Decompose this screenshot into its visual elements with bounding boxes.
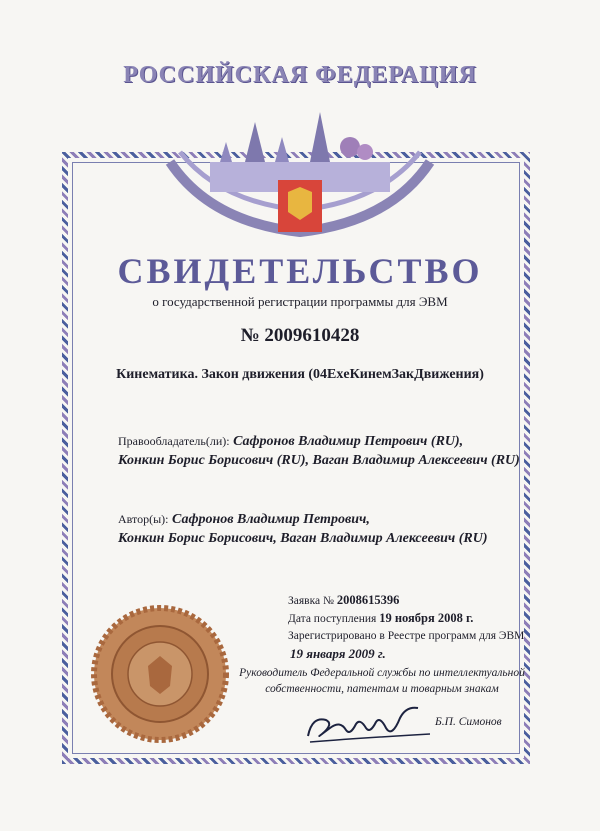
official-seal-icon — [90, 604, 230, 744]
received-date-value: 19 ноября 2008 г. — [379, 611, 474, 625]
authors-block — [118, 510, 488, 548]
holders-line-2: Конкин Борис Борисович (RU), Ваган Владимир Алексеевич (RU) — [118, 453, 520, 468]
registered-label: Зарегистрировано в Реестре программ для ЭВМ — [288, 630, 525, 642]
application-info — [288, 592, 524, 662]
official-title — [232, 665, 532, 697]
registered-date-value: 19 января 2009 г. — [290, 646, 386, 661]
authors-line-1: Сафронов Владимир Петрович, — [172, 512, 370, 527]
authors-line-2: Конкин Борис Борисович, Ваган Владимир Алексеевич (RU) — [118, 531, 488, 546]
kremlin-emblem-icon — [150, 92, 450, 242]
received-date-label: Дата поступления — [288, 613, 377, 625]
official-title-line-2: собственности, патентам и товарным знакам — [265, 683, 499, 695]
signature-icon — [300, 698, 440, 748]
application-number-label: Заявка № — [288, 595, 334, 607]
country-heading: РОССИЙСКАЯ ФЕДЕРАЦИЯ — [123, 62, 477, 88]
certificate-subtitle: о государственной регистрации программы для ЭВМ — [152, 294, 448, 309]
certificate-number: № 2009610428 — [240, 325, 360, 346]
certificate-title: СВИДЕТЕЛЬСТВО — [117, 251, 483, 291]
official-title-line-1: Руководитель Федеральной службы по интеллектуальной — [239, 667, 525, 679]
application-number-value: 2008615396 — [336, 593, 400, 607]
holders-block — [118, 432, 520, 470]
program-name: Кинематика. Закон движения (04ExeКинемЗакДвижения) — [116, 367, 484, 382]
authors-label: Автор(ы): — [118, 512, 169, 526]
holders-label: Правообладатель(ли): — [118, 434, 230, 448]
holders-line-1: Сафронов Владимир Петрович (RU), — [233, 434, 464, 449]
signer-name: Б.П. Симонов — [435, 716, 502, 728]
